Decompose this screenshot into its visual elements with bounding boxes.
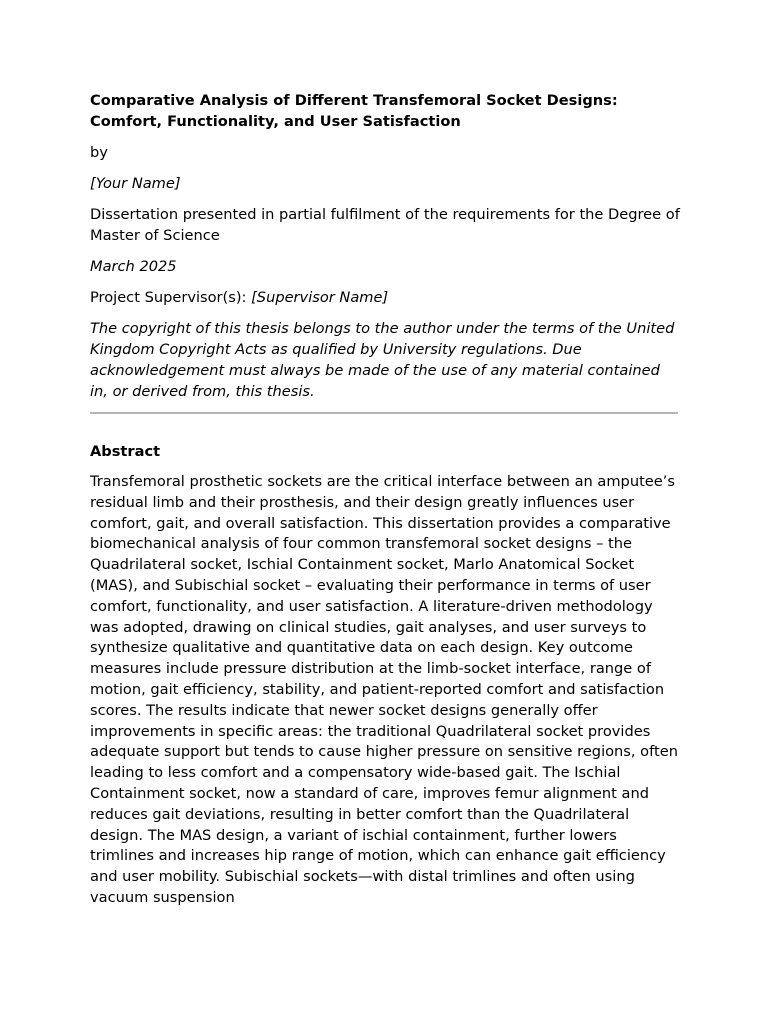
author-name: [Your Name] xyxy=(90,175,181,192)
supervisor-name: [Supervisor Name] xyxy=(251,289,389,306)
supervisor-line xyxy=(90,287,682,308)
section-divider xyxy=(90,412,678,414)
by-line: by xyxy=(90,144,108,161)
document-title: Comparative Analysis of Different Transfemoral Socket Designs: Comfort, Functionality, and User Satisfaction xyxy=(90,92,618,130)
copyright-notice: The copyright of this thesis belongs to the author under the terms of the United Kingdom Copyright Acts as qualified by University regulations. Due acknowledgement must always be made of the use of any material contained in, or derived from, this thesis. xyxy=(90,320,675,400)
dissertation-note: Dissertation presented in partial fulfilment of the requirements for the Degree of Master of Science xyxy=(90,206,680,244)
abstract-text: Transfemoral prosthetic sockets are the critical interface between an amputee’s residual limb and their prosthesis, and their design greatly influences user comfort, gait, and overall satisfaction. This dissertation provides a comparative biomechanical analysis of four common transfemoral socket designs – the Quadrilateral socket, Ischial Containment socket, Marlo Anatomical Socket (MAS), and Subischial socket – evaluating their performance in terms of user comfort, functionality, and user satisfaction. A literature-driven methodology was adopted, drawing on clinical studies, gait analyses, and user surveys to synthesize qualitative and quantitative data on each design. Key outcome measures include pressure distribution at the limb-socket interface, range of motion, gait efficiency, stability, and patient-reported comfort and satisfaction scores. The results indicate that newer socket designs generally offer improvements in specific areas: the traditional Quadrilateral socket provides adequate support but tends to cause higher pressure on sensitive regions, often leading to less comfort and a compensatory wide-based gait. The Ischial Containment socket, now a standard of care, improves femur alignment and reduces gait deviations, resulting in better comfort than the Quadrilateral design. The MAS design, a variant of ischial containment, further lowers trimlines and increases hip range of motion, which can enhance gait efficiency and user mobility. Subischial sockets—with distal trimlines and often using vacuum suspension xyxy=(90,473,678,906)
supervisor-label: Project Supervisor(s): xyxy=(90,289,252,306)
document-page xyxy=(90,90,682,909)
document-date: March 2025 xyxy=(90,258,177,275)
abstract-heading: Abstract xyxy=(90,443,161,460)
